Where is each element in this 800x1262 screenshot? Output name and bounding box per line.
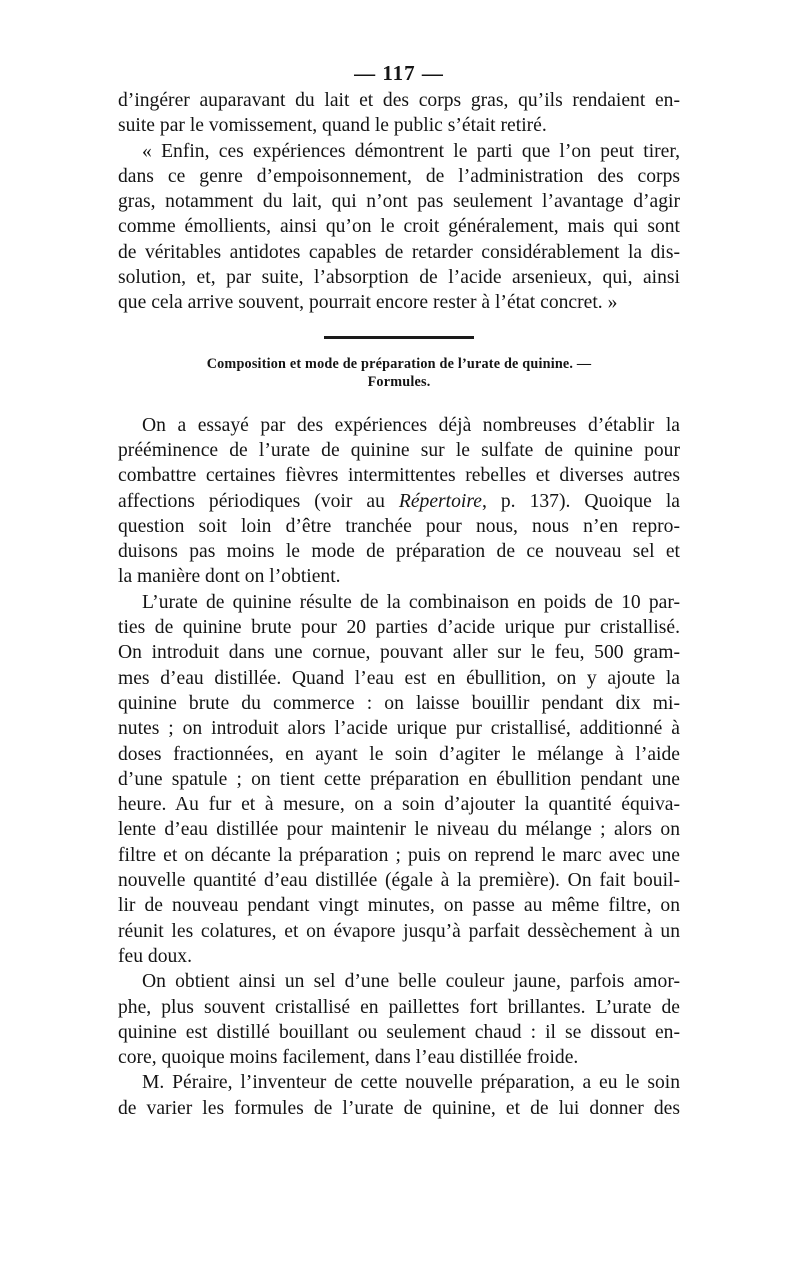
text-line: M. Péraire, l’inventeur de cette nouvelle préparation, a eu le soin	[142, 1072, 680, 1094]
intro-text	[118, 88, 680, 316]
text-line: nouvelle quantité d’eau distillée (égale à la première). On fait bouil-	[118, 870, 680, 892]
paragraph	[118, 1070, 680, 1121]
text-line: heure. Au fur et à mesure, on a soin d’ajouter la quantité équiva-	[118, 794, 680, 816]
text-line: On obtient ainsi un sel d’une belle couleur jaune, parfois amor-	[142, 971, 680, 993]
text-line: que cela arrive souvent, pourrait encore rester à l’état concret. »	[118, 292, 618, 314]
text-line: duisons pas moins le mode de préparation de ce nouveau sel et	[118, 541, 680, 563]
text-line: nutes ; on introduit alors l’acide urique pur cristallisé, additionné à	[118, 718, 680, 740]
text-line: d’ingérer auparavant du lait et des corps gras, qu’ils rendaient en-	[118, 90, 680, 111]
text-line: mes d’eau distillée. Quand l’eau est en ébullition, on y ajoute la	[118, 667, 680, 689]
text-line: question soit loin d’être tranchée pour nous, nous n’en repro-	[118, 515, 680, 537]
text-line: lir de nouveau pendant vingt minutes, on passe au même filtre, on	[118, 895, 680, 917]
text-line: quinine brute du commerce : on laisse bouillir pendant dix mi-	[118, 692, 680, 714]
text-line: la manière dont on l’obtient.	[118, 566, 341, 588]
paragraph	[118, 88, 680, 139]
text-line: d’une spatule ; on tient cette préparation en ébullition pendant une	[118, 768, 680, 790]
text-line: On introduit dans une cornue, pouvant aller sur le feu, 500 gram-	[118, 642, 680, 664]
paragraph	[118, 413, 680, 590]
text-line: filtre et on décante la préparation ; puis on reprend le marc avec une	[118, 844, 680, 866]
text-line: de varier les formules de l’urate de quinine, et de lui donner des	[118, 1097, 680, 1119]
text-line: gras, notamment du lait, qui n’ont pas seulement l’avantage d’agir	[118, 191, 680, 213]
text-line: phe, plus souvent cristallisé en paillettes fort brillantes. L’urate de	[118, 996, 680, 1018]
text-line: affections périodiques (voir au Répertoire, p. 137). Quoique la	[118, 490, 680, 512]
text-line: lente d’eau distillée pour maintenir le niveau du mélange ; alors on	[118, 819, 680, 841]
section-heading-line-2: Formules.	[367, 373, 431, 390]
page-number: — 117 —	[354, 61, 444, 85]
section-heading-line-1: Composition et mode de préparation de l’urate de quinine. —	[206, 355, 592, 372]
section-body	[118, 413, 680, 1121]
text-line: core, quoique moins facilement, dans l’eau distillée froide.	[118, 1047, 579, 1069]
book-page	[118, 58, 680, 1121]
text-line: comme émollients, ainsi qu’on le croit généralement, mais qui sont	[118, 216, 680, 238]
text-line: de véritables antidotes capables de retarder considérablement la dis-	[118, 241, 680, 263]
text-line: L’urate de quinine résulte de la combinaison en poids de 10 par-	[142, 591, 680, 613]
text-line: combattre certaines fièvres intermittentes rebelles et diverses autres	[118, 465, 680, 487]
text-line: quinine est distillé bouillant ou seulement chaud : il se dissout en-	[118, 1021, 680, 1043]
text-line: ties de quinine brute pour 20 parties d’acide urique pur cristallisé.	[118, 617, 680, 639]
section-heading	[118, 355, 680, 391]
text-line: « Enfin, ces expériences démontrent le parti que l’on peut tirer,	[142, 140, 680, 162]
section-divider	[324, 336, 474, 339]
text-line: prééminence de l’urate de quinine sur le sulfate de quinine pour	[118, 439, 680, 461]
text-line: solution, et, par suite, l’absorption de l’acide arsenieux, qui, ainsi	[118, 267, 680, 289]
paragraph	[118, 969, 680, 1070]
text-line: feu doux.	[118, 945, 193, 967]
paragraph	[118, 590, 680, 969]
text-line: suite par le vomissement, quand le public s’était retiré.	[118, 115, 547, 137]
text-line: réunit les colatures, et on évapore jusqu’à parfait dessèchement à un	[118, 920, 680, 942]
text-line: doses fractionnées, en ayant le soin d’agiter le mélange à l’aide	[118, 743, 680, 765]
text-line: On a essayé par des expériences déjà nombreuses d’établir la	[142, 414, 680, 436]
paragraph	[118, 139, 680, 316]
text-line: dans ce genre d’empoisonnement, de l’administration des corps	[118, 165, 680, 187]
